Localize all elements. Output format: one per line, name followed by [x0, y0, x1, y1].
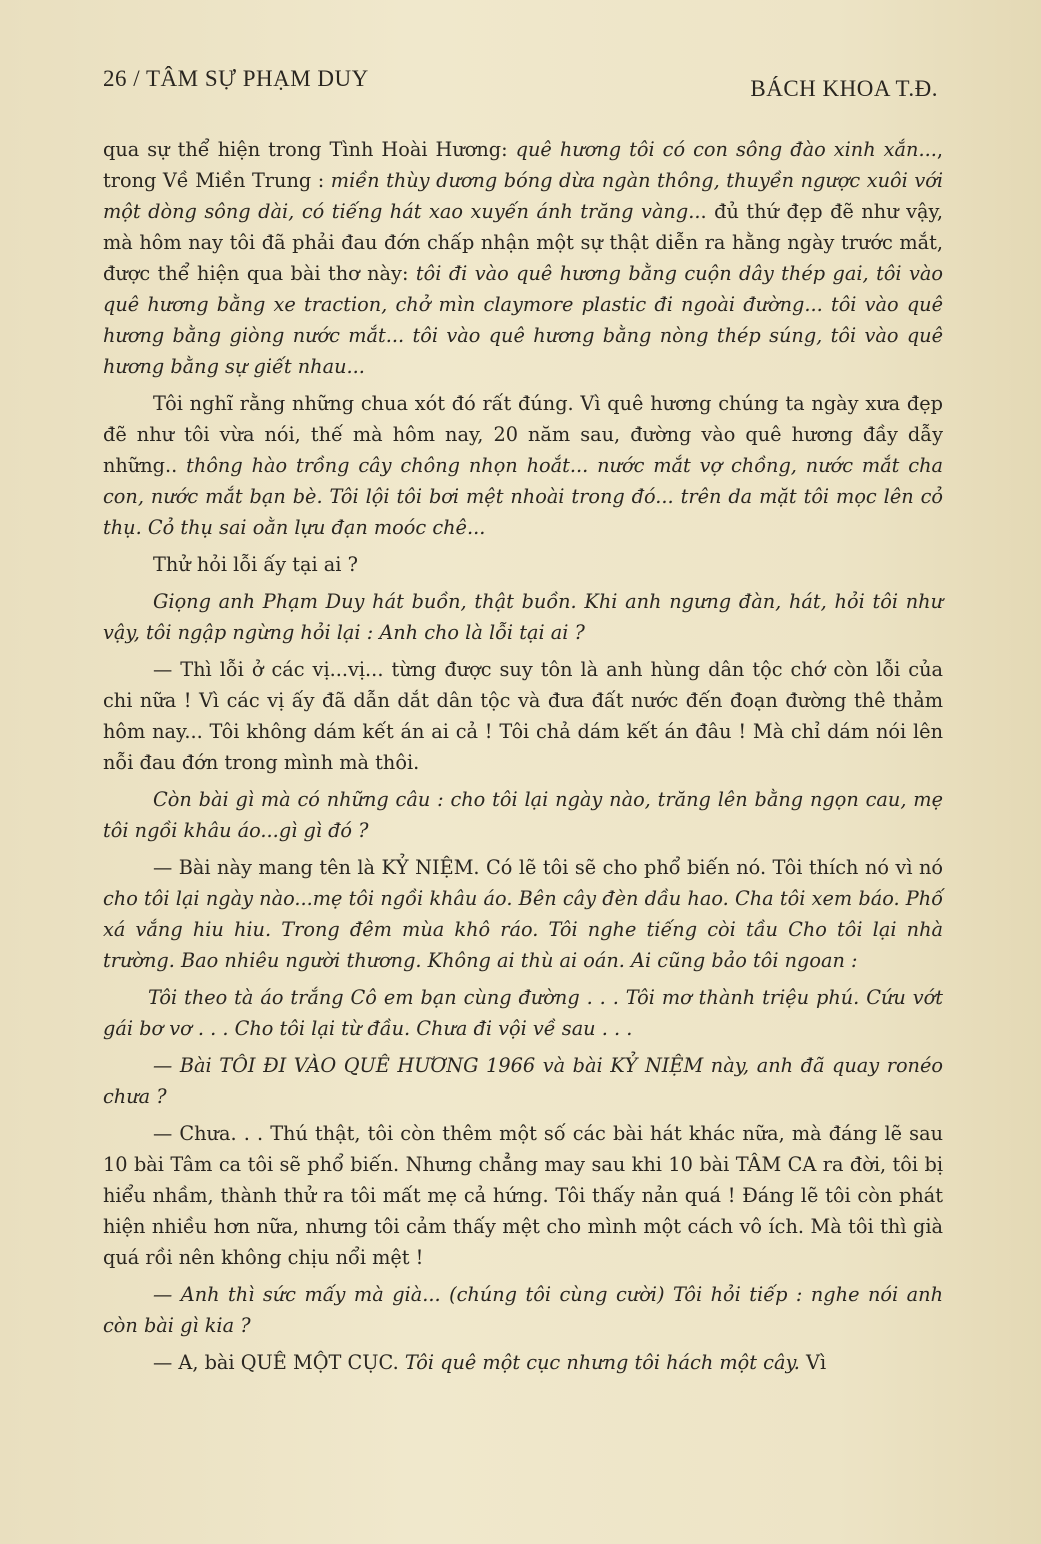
article-body — [103, 134, 943, 1384]
italic-text: Tôi theo tà áo trắng Cô em bạn cùng đường . . . Tôi mơ thành triệu phú. Cứu vớt gái bơ vơ . . . Cho tôi lại từ đầu. Chưa đi vội về sau . . . — [103, 986, 943, 1040]
paragraph — [103, 654, 943, 778]
magazine-name: BÁCH KHOA T.Đ. — [750, 76, 938, 101]
paragraph — [103, 586, 943, 648]
text-run: Thử hỏi lỗi ấy tại ai ? — [153, 553, 358, 576]
paragraph — [103, 549, 943, 580]
italic-text: cho tôi lại ngày nào...mẹ tôi ngồi khâu áo. Bên cây đèn dầu hao. Cha tôi xem báo. Phố xá vắng hiu hiu. Trong đêm mùa khô ráo. Tôi nghe tiếng còi tầu Cho tôi lại nhà trường. Bao nhiêu người thương. Không ai thù ai oán. Ai cũng bảo tôi ngoan : — [103, 887, 943, 972]
italic-text: chúng tôi cùng cười — [456, 1283, 657, 1306]
text-run: — A, bài QUÊ MỘT CỤC. — [153, 1351, 405, 1374]
italic-text: Giọng anh Phạm Duy hát buồn, thật buồn. Khi anh ngưng đàn, hát, hỏi tôi như vậy, tôi ngập ngừng hỏi lại : Anh cho là lỗi tại ai ? — [103, 590, 943, 644]
italic-text: cho tôi lại ngày nào, trăng lên bằng ngọn cau, mẹ tôi ngồi khâu áo... — [103, 788, 943, 842]
italic-text: quê hương tôi có con sông đào xinh xắn... — [515, 138, 937, 161]
paragraph — [103, 388, 943, 543]
text-run: — Thì lỗi ở các vị...vị... từng được suy tôn là anh hùng dân tộc chớ còn lỗi của chi nữa ! Vì các vị ấy đã dẫn dắt dân tộc và đưa đất nước đến đoạn đường thê thảm hôm nay... Tôi không dám kết án ai cả ! Tôi chả dám kết án đâu ! Mà chỉ dám nói lên nỗi đau đớn trong mình mà thôi. — [103, 658, 943, 774]
italic-text: gì gì đó ? — [278, 819, 369, 842]
paragraph — [103, 1118, 943, 1273]
italic-text: Còn bài gì mà có những câu : — [153, 788, 451, 811]
page-number-and-title: 26 / TÂM SỰ PHẠM DUY — [103, 66, 369, 91]
text-run: — Bài này mang tên là KỶ NIỆM. Có lẽ tôi sẽ cho phổ biến nó. Tôi thích nó vì nó — [153, 856, 943, 879]
paragraph — [103, 1279, 943, 1341]
text-run: — Chưa. . . Thú thật, tôi còn thêm một số các bài hát khác nữa, mà đáng lẽ sau 10 bài Tâm ca tôi sẽ phổ biến. Nhưng chẳng may sau khi 10 bài TÂM CA ra đời, tôi bị hiểu nhầm, thành thử ra tôi mất mẹ cả hứng. Tôi thấy nản quá ! Đáng lẽ tôi còn phát hiện nhiều hơn nữa, nhưng tôi cảm thấy mệt cho mình một cách vô ích. Mà tôi thì già quá rồi nên không chịu nổi mệt ! — [103, 1122, 943, 1269]
italic-text: ) Tôi hỏi tiếp : nghe nói anh còn bài gì kia ? — [103, 1283, 943, 1337]
text-run: . đủ thứ đẹp đẽ như vậy, mà hôm nay tôi đã phải đau đớn chấp nhận một sự thật diễn ra hằng ngày trước mắt, được thể hiện qua bài thơ này: — [103, 200, 943, 285]
italic-text: miền thùy dương bóng dừa ngàn thông, thuyền ngược xuôi với một dòng sông dài, có tiếng hát xao xuyến ánh trăng vàng.. — [103, 169, 943, 223]
text-run: Vì — [806, 1351, 827, 1374]
paragraph — [103, 1050, 943, 1112]
italic-text: tôi đi vào quê hương bằng cuộn dây thép gai, tôi vào quê hương bằng xe traction, chở mìn claymore plastic đi ngoài đường... tôi vào quê hương bằng giòng nước mắt... tôi vào quê hương bằng nòng thép súng, tôi vào quê hương bằng sự giết nhau... — [103, 262, 944, 378]
paragraph — [103, 784, 943, 846]
italic-text: Tôi quê một cục nhưng tôi hách một cây. — [404, 1351, 807, 1374]
italic-text: thông hào trồng cây chông nhọn hoắt... nước mắt vợ chồng, nước mắt cha con, nước mắt bạn bè. Tôi lội tôi bơi mệt nhoài trong đó... trên da mặt tôi mọc lên cỏ thụ. Cỏ thụ sai oằn lựu đạn moóc chê... — [103, 454, 944, 539]
text-run: , trong Về Miền Trung : — [103, 138, 943, 192]
paragraph — [103, 982, 943, 1044]
paragraph — [103, 852, 943, 976]
italic-text: — Bài TÔI ĐI VÀO QUÊ HƯƠNG 1966 và bài KỶ NIỆM này, anh đã quay ronéo chưa ? — [103, 1054, 943, 1108]
italic-text: — Anh thì sức mấy mà già... ( — [153, 1283, 457, 1306]
text-run: Tôi nghĩ rằng những chua xót đó rất đúng. Vì quê hương chúng ta ngày xưa đẹp đẽ như tôi vừa nói, thế mà hôm nay, 20 năm sau, đường vào quê hương đầy dẫy những.. — [103, 392, 943, 477]
paragraph — [103, 134, 943, 382]
text-run: qua sự thể hiện trong Tình Hoài Hương: — [103, 138, 516, 161]
paragraph — [103, 1347, 943, 1378]
